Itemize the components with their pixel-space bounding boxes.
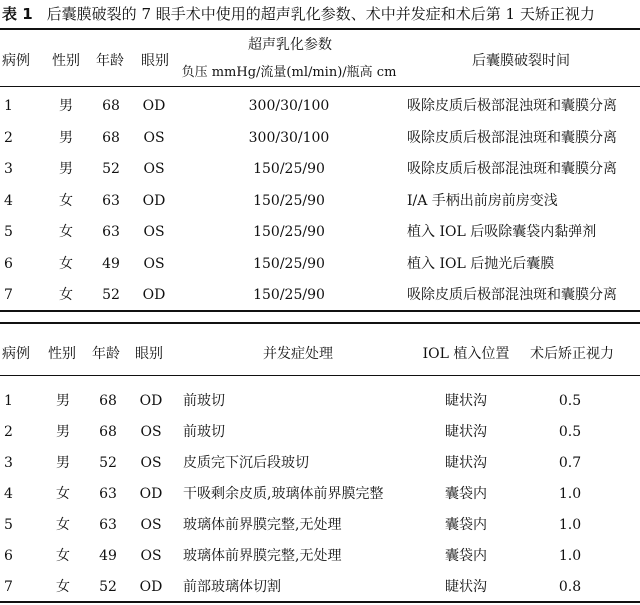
cell-sex: 女 [59, 287, 73, 303]
cell-sex: 女 [56, 548, 70, 564]
cell-age: 52 [99, 579, 117, 595]
cell-eye: OD [142, 98, 166, 114]
t1-header-params-title: 超声乳化参数 [248, 37, 332, 53]
cell-sex: 女 [59, 255, 73, 272]
cell-iol: 睫状沟 [445, 424, 487, 440]
cell-iol: 睫状沟 [445, 393, 487, 409]
cell-eye: OS [143, 224, 165, 240]
cell-age: 52 [99, 455, 117, 471]
cell-va: 1.0 [558, 486, 582, 502]
cell-va: 1.0 [558, 548, 582, 564]
t2-header-eye: 眼别 [135, 346, 163, 362]
table2-header-rule [0, 375, 640, 376]
cell-case: 5 [4, 224, 13, 240]
cell-iol: 囊袋内 [445, 486, 487, 502]
cell-params: 150/25/90 [253, 255, 325, 272]
cell-case: 6 [4, 548, 13, 564]
cell-va: 0.5 [558, 393, 582, 409]
t2-header-iol: IOL 植入位置 [422, 346, 510, 362]
cell-params: 150/25/90 [253, 224, 325, 240]
cell-complication: 前部玻璃体切割 [183, 579, 281, 595]
cell-age: 49 [99, 548, 117, 564]
cell-complication: 玻璃体前界膜完整,无处理 [183, 517, 342, 533]
cell-sex: 男 [56, 455, 70, 471]
cell-eye: OD [139, 579, 163, 595]
cell-eye: OS [143, 129, 165, 146]
cell-va: 1.0 [558, 517, 582, 533]
cell-sex: 男 [59, 161, 73, 177]
cell-va: 0.8 [558, 579, 582, 595]
cell-timing: I/A 手柄出前房前房变浅 [407, 192, 558, 209]
cell-eye: OD [139, 486, 163, 502]
cell-sex: 女 [59, 192, 73, 209]
cell-iol: 睫状沟 [445, 579, 487, 595]
t1-header-timing: 后囊膜破裂时间 [472, 53, 570, 69]
cell-complication: 干吸剩余皮质,玻璃体前界膜完整 [183, 486, 384, 502]
table2-bottom-rule [0, 601, 640, 603]
cell-age: 68 [99, 393, 117, 409]
cell-iol: 睫状沟 [445, 455, 487, 471]
t1-header-sex: 性别 [52, 53, 80, 69]
cell-eye: OS [143, 255, 165, 272]
cell-complication: 前玻切 [183, 393, 225, 409]
cell-sex: 男 [56, 393, 70, 409]
t2-header-complication: 并发症处理 [263, 346, 333, 362]
cell-case: 1 [4, 393, 13, 409]
cell-case: 7 [4, 287, 13, 303]
table-title: 后囊膜破裂的 7 眼手术中使用的超声乳化参数、术中并发症和术后第 1 天矫正视力 [46, 5, 595, 23]
t2-header-case: 病例 [2, 346, 30, 362]
cell-timing: 吸除皮质后极部混浊斑和囊膜分离 [407, 98, 617, 114]
cell-age: 68 [99, 424, 117, 440]
cell-case: 2 [4, 424, 13, 440]
cell-va: 0.7 [558, 455, 582, 471]
cell-timing: 吸除皮质后极部混浊斑和囊膜分离 [407, 161, 617, 177]
cell-age: 68 [102, 129, 120, 146]
cell-age: 52 [102, 161, 120, 177]
cell-complication: 玻璃体前界膜完整,无处理 [183, 548, 342, 564]
cell-eye: OD [142, 192, 166, 209]
table1-header-rule [0, 86, 640, 87]
cell-age: 63 [99, 517, 117, 533]
cell-sex: 男 [59, 129, 73, 146]
cell-complication: 皮质完下沉后段玻切 [183, 455, 309, 471]
cell-timing: 吸除皮质后极部混浊斑和囊膜分离 [407, 287, 617, 303]
cell-age: 63 [102, 192, 120, 209]
cell-eye: OS [140, 424, 162, 440]
cell-case: 5 [4, 517, 13, 533]
cell-complication: 前玻切 [183, 424, 225, 440]
cell-sex: 女 [56, 579, 70, 595]
cell-timing: 植入 IOL 后抛光后囊膜 [407, 255, 555, 272]
t1-header-age: 年龄 [96, 53, 124, 69]
table1-top-rule [0, 28, 640, 30]
cell-va: 0.5 [558, 424, 582, 440]
cell-params: 150/25/90 [253, 287, 325, 303]
table1-bottom-rule [0, 310, 640, 312]
cell-sex: 女 [56, 486, 70, 502]
table-caption [2, 3, 595, 24]
cell-eye: OD [142, 287, 166, 303]
cell-case: 3 [4, 161, 13, 177]
cell-case: 6 [4, 255, 13, 272]
cell-params: 300/30/100 [248, 98, 330, 114]
cell-params: 150/25/90 [253, 161, 325, 177]
cell-sex: 女 [56, 517, 70, 533]
t1-header-params-units: 负压 mmHg/流量(ml/min)/瓶高 cm [181, 65, 397, 80]
cell-eye: OD [139, 393, 163, 409]
cell-age: 49 [102, 255, 120, 272]
cell-params: 150/25/90 [253, 192, 325, 209]
cell-age: 52 [102, 287, 120, 303]
t2-header-sex: 性别 [48, 346, 76, 362]
cell-iol: 囊袋内 [445, 517, 487, 533]
cell-eye: OS [140, 548, 162, 564]
cell-eye: OS [140, 455, 162, 471]
cell-case: 7 [4, 579, 13, 595]
cell-case: 2 [4, 129, 13, 146]
cell-age: 63 [99, 486, 117, 502]
t2-header-age: 年龄 [92, 346, 120, 362]
cell-eye: OS [143, 161, 165, 177]
t1-header-eye: 眼别 [141, 53, 169, 69]
cell-age: 63 [102, 224, 120, 240]
cell-case: 4 [4, 192, 13, 209]
cell-sex: 男 [56, 424, 70, 440]
cell-timing: 植入 IOL 后吸除囊袋内黏弹剂 [407, 224, 597, 240]
t2-header-va: 术后矫正视力 [530, 346, 614, 362]
cell-params: 300/30/100 [248, 129, 330, 146]
cell-case: 3 [4, 455, 13, 471]
table-number: 表 1 [2, 5, 33, 23]
cell-eye: OS [140, 517, 162, 533]
cell-age: 68 [102, 98, 120, 114]
cell-timing: 吸除皮质后极部混浊斑和囊膜分离 [407, 129, 617, 146]
cell-sex: 男 [59, 98, 73, 114]
cell-iol: 囊袋内 [445, 548, 487, 564]
cell-sex: 女 [59, 224, 73, 240]
t1-header-case: 病例 [2, 53, 30, 69]
cell-case: 1 [4, 98, 13, 114]
table2-top-rule [0, 322, 640, 324]
cell-case: 4 [4, 486, 13, 502]
